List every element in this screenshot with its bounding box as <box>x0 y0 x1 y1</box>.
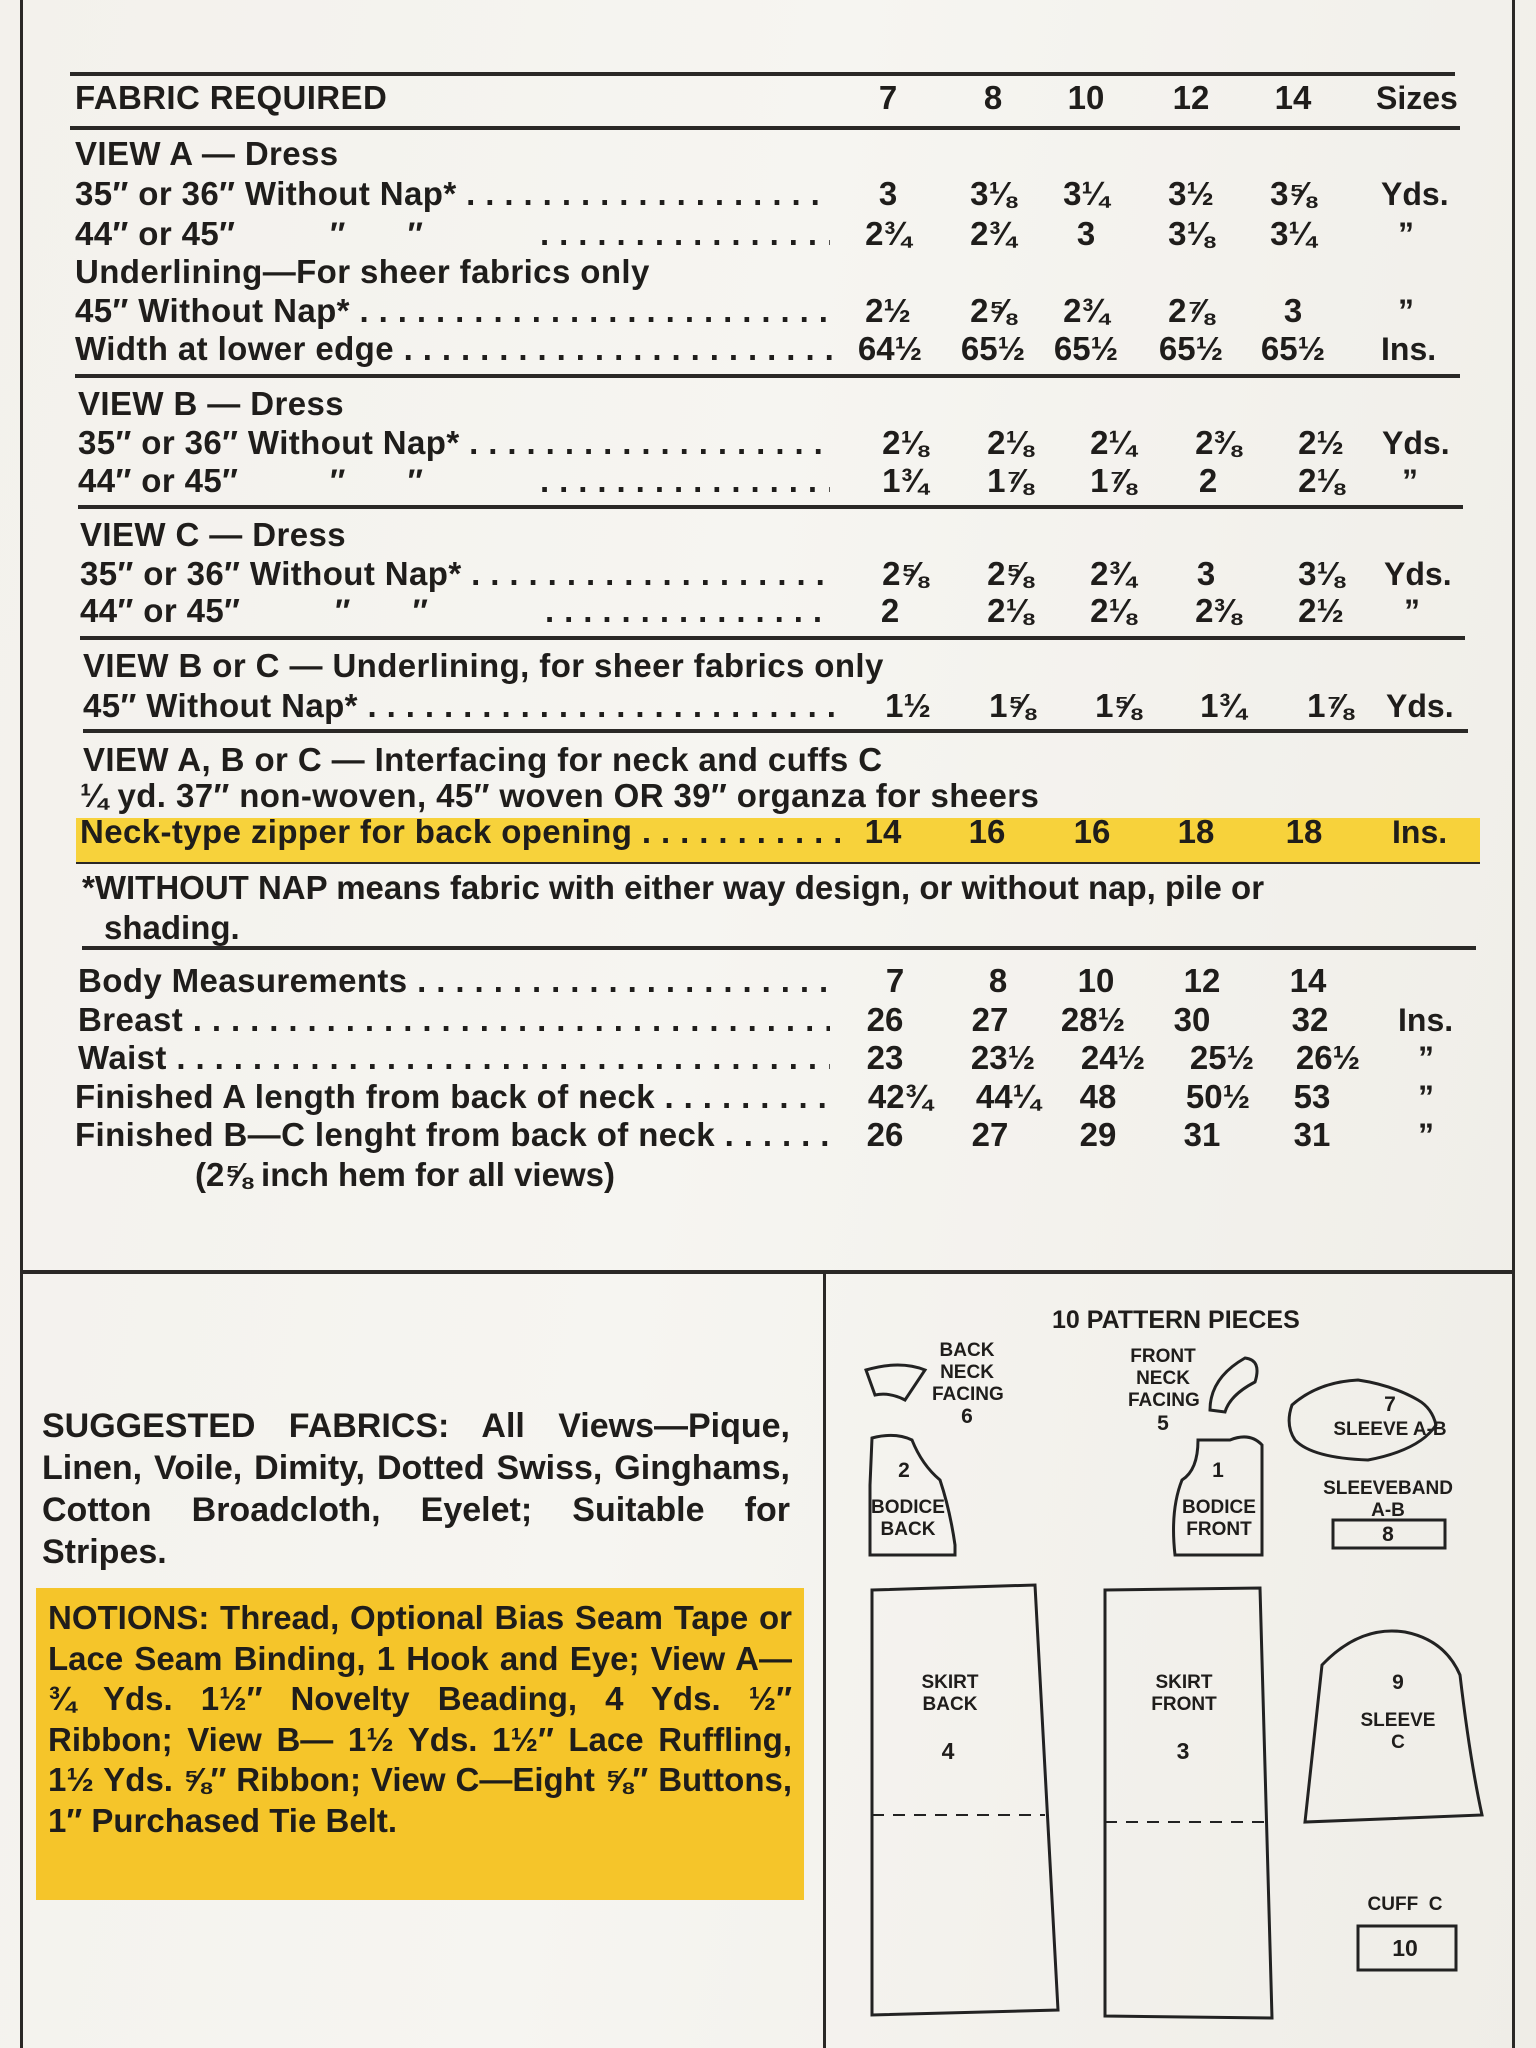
value-size-12: 2⅜ <box>1195 592 1241 629</box>
unit-label: Ins. <box>1381 331 1437 367</box>
top-rule <box>70 72 1455 76</box>
value-size-14: 2⅛ <box>1298 462 1344 499</box>
skirt-front-label: SKIRT FRONT <box>1151 1672 1217 1715</box>
view-c-title: VIEW C — Dress <box>80 516 347 553</box>
value-size-8: 2⅛ <box>987 424 1033 461</box>
value-size-14: 18 <box>1285 813 1323 850</box>
row-label: 35″ or 36″ Without Nap* . . . <box>80 554 830 594</box>
row-label: 44″ or 45″ <box>80 592 241 629</box>
value-size-10: 2¾ <box>1063 292 1109 329</box>
cuff-label: CUFF C <box>1367 1894 1443 1915</box>
value-size-7: 26 <box>866 1116 904 1153</box>
row-label: 45″ Without Nap* . . . <box>75 291 830 331</box>
value-size-12: 31 <box>1183 1116 1221 1153</box>
view-a-title-row <box>0 134 1536 174</box>
body-measurements-heading: Body Measurements . . . <box>78 961 830 1001</box>
size-10-header: 10 <box>1077 962 1115 999</box>
suggested-fabrics: SUGGESTED FABRICS: All Views—Pique, Linen, Voile, Dimity, Dotted Swiss, Ginghams, Cotton Broadcloth, Eyelet; Suitable for Stripes. <box>42 1407 790 1571</box>
fabric-required-heading: FABRIC REQUIRED <box>75 79 388 116</box>
dot-leader <box>540 461 830 501</box>
value-size-8: 27 <box>971 1116 1009 1153</box>
value-size-12: 2 <box>1198 462 1218 499</box>
value-size-14: 2½ <box>1298 592 1344 629</box>
sleeve-ab-label: SLEEVE A-B <box>1333 1419 1447 1440</box>
view-a-rule <box>75 374 1460 378</box>
value-size-10: 24½ <box>1080 1039 1146 1076</box>
view-a-width-row <box>0 329 1536 369</box>
unit-label: ” <box>1404 593 1420 629</box>
value-size-8: 2¾ <box>970 215 1016 252</box>
unit-label: ” <box>1398 216 1414 252</box>
view-abc-line-2 <box>0 776 1536 816</box>
size-14-header: 14 <box>1289 962 1327 999</box>
row-label: 35″ or 36″ Without Nap* . . . <box>75 174 830 214</box>
row-label: Waist . . . <box>78 1038 830 1078</box>
unit-label: ” <box>1398 293 1414 329</box>
view-abc-title: VIEW A, B or C — Interfacing for neck and cuffs C <box>83 741 883 778</box>
size-14-header: 14 <box>1274 79 1312 116</box>
underlining-heading: Underlining—For sheer fabrics only <box>75 253 650 290</box>
interfacing-note: ¼ yd. 37″ non-woven, 45″ woven OR 39″ organza for sheers <box>80 777 1040 814</box>
value-size-14: 26½ <box>1295 1039 1361 1076</box>
row-label: Finished A length from back of neck . . . <box>75 1077 835 1117</box>
bodice-back-label: BODICE BACK <box>871 1497 945 1540</box>
view-bc-title-row <box>0 646 1536 686</box>
row-label: 35″ or 36″ Without Nap* . . . <box>78 423 830 463</box>
size-12-header: 12 <box>1183 962 1221 999</box>
without-nap-footnote: *WITHOUT NAP means fabric with either way design, or without nap, pile or shading. <box>82 869 1265 946</box>
view-c-row-2 <box>0 591 1536 631</box>
value-size-10: 2⅛ <box>1090 592 1136 629</box>
unit-label: Ins. <box>1398 1002 1454 1038</box>
value-size-8: 1⅞ <box>987 462 1033 499</box>
value-size-12: 65½ <box>1158 330 1224 367</box>
notions-block: NOTIONS: Thread, Optional Bias Seam Tape or Lace Seam Binding, 1 Hook and Eye; View A—¾ Yds. 1½″ Novelty Beading, 4 Yds. ½″ Ribbon; View B— 1½ Yds. 1½″ Lace Ruffling, 1½ Yds. ⅝″ Ribbon; View C—Eight ⅝″ Buttons, 1″ Purchased Tie Belt. <box>36 1588 804 1900</box>
hem-note: (2⅝ inch hem for all views) <box>195 1156 615 1193</box>
back-neck-facing-number: 6 <box>961 1405 973 1428</box>
value-size-10: 1⅞ <box>1090 462 1136 499</box>
skirt-back-shape <box>872 1585 1058 2015</box>
size-12-header: 12 <box>1172 79 1210 116</box>
cuff-number: 10 <box>1392 1935 1418 1961</box>
value-size-7: 2⅝ <box>882 555 928 592</box>
bodice-back-number: 2 <box>898 1459 910 1482</box>
dot-leader <box>540 214 830 254</box>
value-size-8: 65½ <box>960 330 1026 367</box>
unit-label: ” <box>1418 1079 1434 1115</box>
unit-label: Yds. <box>1382 425 1450 461</box>
value-size-10: 3¼ <box>1063 175 1109 212</box>
view-bc-rule <box>83 729 1468 733</box>
fabric-header-row <box>0 78 1536 118</box>
sleeveband-label: SLEEVEBAND A-B <box>1323 1478 1453 1521</box>
value-size-14: 3 <box>1283 292 1303 329</box>
unit-label: ” <box>1418 1040 1434 1076</box>
sleeve-c-number: 9 <box>1392 1671 1404 1694</box>
value-size-10: 2¼ <box>1090 424 1136 461</box>
size-8-header: 8 <box>988 962 1008 999</box>
row-label: Breast . . . <box>78 1000 830 1040</box>
waist-row <box>0 1038 1536 1078</box>
value-size-14: 65½ <box>1260 330 1326 367</box>
value-size-8: 3⅛ <box>970 175 1016 212</box>
value-size-7: 14 <box>864 813 902 850</box>
value-size-7: 3 <box>878 175 898 212</box>
value-size-8: 2⅛ <box>987 592 1033 629</box>
view-a-row-2 <box>0 214 1536 254</box>
value-size-12: 3½ <box>1168 175 1214 212</box>
value-size-10: 2¾ <box>1090 555 1136 592</box>
finished-a-length-row <box>0 1077 1536 1117</box>
ditto-marks: ″ ″ <box>330 463 423 499</box>
view-b-title-row <box>0 384 1536 424</box>
view-c-rule <box>80 636 1465 640</box>
pattern-pieces-title: 10 PATTERN PIECES <box>1052 1306 1300 1334</box>
value-size-14: 3⅝ <box>1270 175 1316 212</box>
back-neck-facing-shape <box>866 1365 925 1400</box>
value-size-14: 1⅞ <box>1307 687 1353 724</box>
value-size-14: 3⅛ <box>1298 555 1344 592</box>
value-size-12: 30 <box>1173 1001 1211 1038</box>
row-label: 44″ or 45″ <box>75 215 236 252</box>
value-size-8: 2⅝ <box>987 555 1033 592</box>
value-size-14: 3¼ <box>1270 215 1316 252</box>
header-rule <box>70 126 1460 130</box>
view-a-row-1 <box>0 174 1536 214</box>
value-size-8: 27 <box>971 1001 1009 1038</box>
view-c-row-1 <box>0 554 1536 594</box>
view-abc-title-row <box>0 740 1536 780</box>
sleeve-ab-number: 7 <box>1384 1393 1396 1416</box>
value-size-12: 18 <box>1177 813 1215 850</box>
value-size-7: 1½ <box>885 687 931 724</box>
value-size-14: 2½ <box>1298 424 1344 461</box>
row-label: Finished B—C lenght from back of neck . . . <box>75 1115 840 1155</box>
skirt-front-shape <box>1105 1588 1272 2018</box>
sleeveband-number: 8 <box>1382 1523 1394 1546</box>
size-7-header: 7 <box>885 962 905 999</box>
value-size-8: 23½ <box>970 1039 1036 1076</box>
view-bc-title: VIEW B or C — Underlining, for sheer fabrics only <box>83 647 884 684</box>
value-size-10: 28½ <box>1060 1001 1126 1038</box>
value-size-10: 65½ <box>1053 330 1119 367</box>
view-b-row-1 <box>0 423 1536 463</box>
value-size-7: 2½ <box>865 292 911 329</box>
front-neck-facing-number: 5 <box>1157 1412 1169 1435</box>
row-label: 45″ Without Nap* . . . <box>83 686 835 726</box>
value-size-7: 2 <box>880 592 900 629</box>
bodice-front-label: BODICE FRONT <box>1182 1497 1256 1540</box>
value-size-8: 44¼ <box>975 1078 1041 1115</box>
view-a-underlining-row <box>0 291 1536 331</box>
unit-label: Yds. <box>1386 688 1454 724</box>
unit-label: Yds. <box>1381 176 1449 212</box>
value-size-7: 23 <box>866 1039 904 1076</box>
sleeve-c-label: SLEEVE C <box>1360 1710 1436 1753</box>
value-size-14: 53 <box>1293 1078 1331 1115</box>
zipper-rule <box>76 862 1480 864</box>
row-label: 44″ or 45″ <box>78 462 239 499</box>
value-size-12: 3⅛ <box>1168 215 1214 252</box>
body-measurements-header-row <box>0 961 1536 1001</box>
view-b-title: VIEW B — Dress <box>78 385 345 422</box>
unit-label: ” <box>1418 1117 1434 1153</box>
value-size-7: 26 <box>866 1001 904 1038</box>
skirt-back-number: 4 <box>941 1738 955 1764</box>
view-b-rule <box>78 505 1463 509</box>
back-neck-facing-label: BACK NECK FACING <box>932 1340 1004 1405</box>
value-size-8: 1⅝ <box>989 687 1035 724</box>
finished-bc-length-row <box>0 1115 1536 1155</box>
view-b-row-2 <box>0 461 1536 501</box>
footnote-rule <box>82 946 1476 950</box>
value-size-8: 16 <box>968 813 1006 850</box>
value-size-10: 3 <box>1076 215 1096 252</box>
value-size-12: 50½ <box>1185 1078 1251 1115</box>
value-size-14: 31 <box>1293 1116 1331 1153</box>
value-size-14: 32 <box>1291 1001 1329 1038</box>
size-8-header: 8 <box>983 79 1003 116</box>
bodice-front-number: 1 <box>1212 1459 1224 1482</box>
value-size-10: 16 <box>1073 813 1111 850</box>
skirt-front-number: 3 <box>1176 1738 1190 1764</box>
dot-leader <box>545 591 830 631</box>
breast-row <box>0 1000 1536 1040</box>
value-size-7: 2⅛ <box>882 424 928 461</box>
value-size-7: 1¾ <box>882 462 928 499</box>
value-size-10: 48 <box>1079 1078 1117 1115</box>
skirt-back-label: SKIRT BACK <box>921 1672 979 1715</box>
ditto-marks: ″ ″ <box>330 216 423 252</box>
view-c-title-row <box>0 515 1536 555</box>
value-size-12: 2⅞ <box>1168 292 1214 329</box>
view-a-underlining-heading-row <box>0 252 1536 292</box>
view-bc-row <box>0 686 1536 726</box>
unit-label: Ins. <box>1392 814 1448 850</box>
value-size-10: 1⅝ <box>1095 687 1141 724</box>
size-7-header: 7 <box>878 79 898 116</box>
section-divider <box>20 1270 1515 1274</box>
front-neck-facing-shape <box>1210 1358 1257 1412</box>
value-size-12: 1¾ <box>1200 687 1246 724</box>
value-size-8: 2⅝ <box>970 292 1016 329</box>
row-label: Neck-type zipper for back opening . . . <box>80 812 840 852</box>
front-neck-facing-label: FRONT NECK FACING <box>1128 1346 1200 1411</box>
size-10-header: 10 <box>1067 79 1105 116</box>
value-size-10: 29 <box>1079 1116 1117 1153</box>
zipper-row <box>0 812 1536 852</box>
value-size-12: 2⅜ <box>1195 424 1241 461</box>
value-size-7: 64½ <box>857 330 923 367</box>
sizes-label: Sizes <box>1376 80 1458 116</box>
value-size-12: 3 <box>1196 555 1216 592</box>
value-size-7: 42¾ <box>867 1078 933 1115</box>
row-label: Width at lower edge . . . <box>75 329 840 369</box>
value-size-7: 2¾ <box>865 215 911 252</box>
view-a-title: VIEW A — Dress <box>75 135 339 172</box>
ditto-marks: ″ ″ <box>335 593 428 629</box>
value-size-12: 25½ <box>1189 1039 1255 1076</box>
unit-label: Yds. <box>1384 556 1452 592</box>
unit-label: ” <box>1402 463 1418 499</box>
